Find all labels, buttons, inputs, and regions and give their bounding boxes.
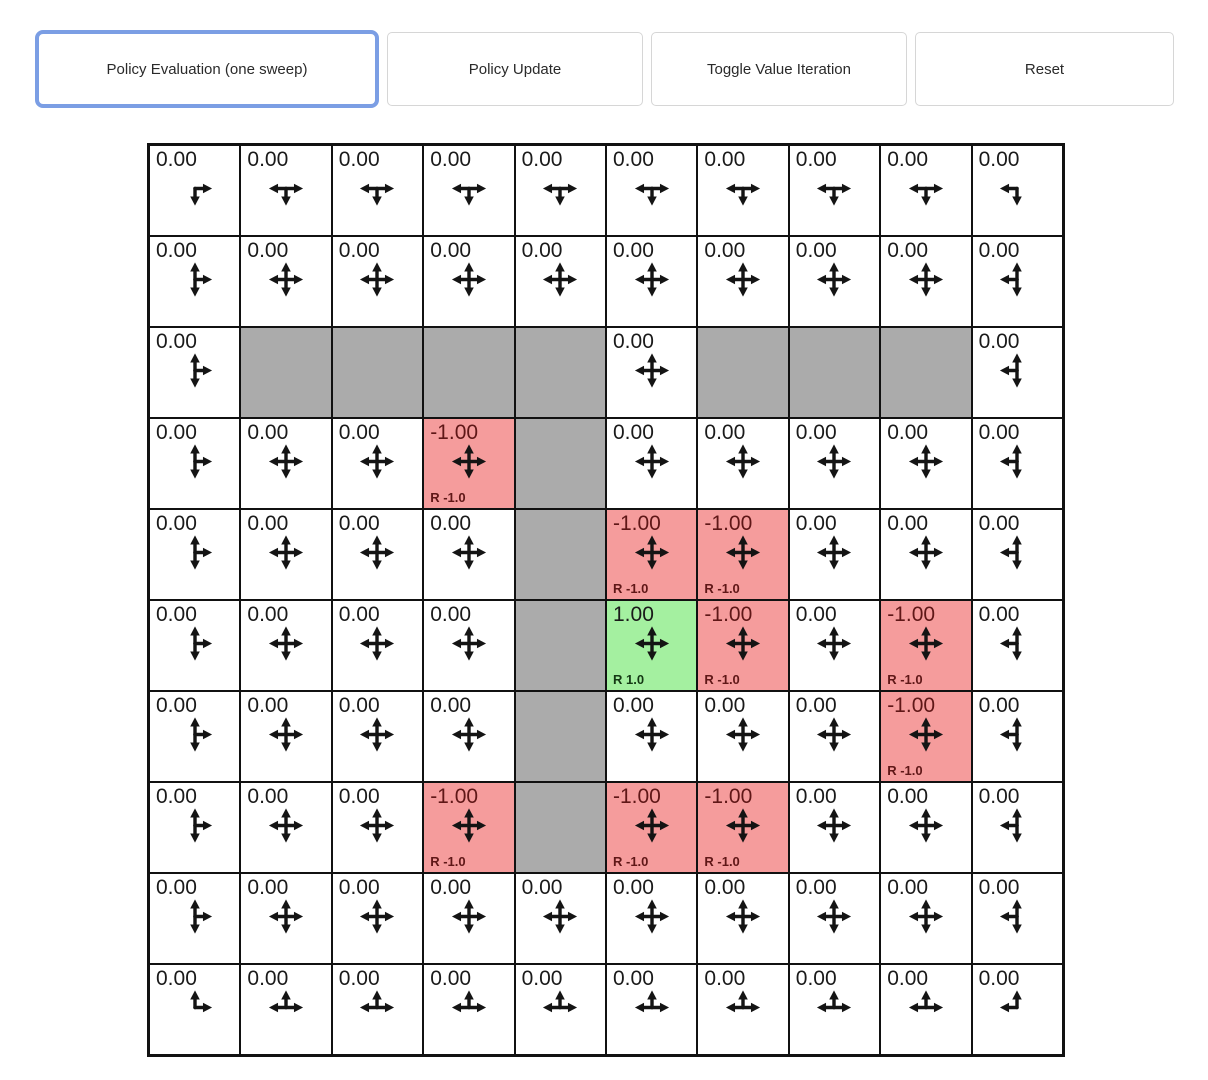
grid-cell-r3c5[interactable]	[606, 418, 697, 509]
state-value: 0.00	[978, 512, 1020, 535]
policy-arrows-icon	[905, 623, 946, 664]
grid-cell-r7c5[interactable]	[606, 782, 697, 873]
state-value: -1.00	[430, 785, 479, 808]
grid-cell-r7c3[interactable]	[423, 782, 514, 873]
policy-arrows-icon	[631, 350, 672, 391]
state-value: -1.00	[430, 421, 479, 444]
policy-arrows-icon	[357, 532, 398, 573]
wall-cell	[423, 327, 514, 418]
state-value: 0.00	[613, 421, 654, 444]
state-value: 0.00	[338, 239, 380, 262]
state-value: 0.00	[795, 421, 837, 444]
policy-arrows-icon	[814, 441, 855, 482]
state-value: -1.00	[704, 785, 753, 808]
state-value: 0.00	[338, 512, 380, 535]
state-value: 0.00	[887, 239, 929, 262]
policy-arrows-icon	[997, 805, 1038, 846]
state-value: 0.00	[247, 148, 289, 171]
grid-cell-r9c8[interactable]	[880, 964, 971, 1055]
reward-label: R -1.0	[704, 672, 740, 687]
grid-cell-r6c9[interactable]	[972, 691, 1063, 782]
grid-cell-r6c2[interactable]	[332, 691, 423, 782]
policy-arrows-icon	[540, 896, 581, 937]
policy-update-button[interactable]: Policy Update	[387, 32, 643, 106]
policy-arrows-icon	[814, 623, 855, 664]
state-value: 0.00	[156, 876, 197, 899]
grid-cell-r6c1[interactable]	[240, 691, 331, 782]
state-value: 0.00	[978, 148, 1020, 171]
wall-cell	[880, 327, 971, 418]
state-value: 0.00	[795, 876, 837, 899]
policy-arrows-icon	[723, 168, 764, 209]
policy-arrows-icon	[905, 441, 946, 482]
gridworld	[147, 143, 1065, 1057]
policy-arrows-icon	[814, 805, 855, 846]
state-value: 0.00	[978, 694, 1020, 717]
state-value: 0.00	[978, 330, 1020, 353]
wall-cell	[332, 327, 423, 418]
reward-label: R -1.0	[887, 763, 923, 778]
wall-cell	[789, 327, 880, 418]
policy-arrows-icon	[266, 168, 307, 209]
grid-cell-r9c3[interactable]	[423, 964, 514, 1055]
policy-arrows-icon	[631, 714, 672, 755]
policy-arrows-icon	[905, 896, 946, 937]
reward-label: R -1.0	[430, 490, 466, 505]
grid-cell-r4c7[interactable]	[789, 509, 880, 600]
wall-cell	[697, 327, 788, 418]
policy-arrows-icon	[723, 805, 764, 846]
grid-cell-r0c9[interactable]	[972, 145, 1063, 236]
grid-cell-r1c7[interactable]	[789, 236, 880, 327]
grid-cell-r2c5[interactable]	[606, 327, 697, 418]
grid-cell-r8c0[interactable]	[149, 873, 240, 964]
grid-cell-r0c0[interactable]	[149, 145, 240, 236]
grid-cell-r4c9[interactable]	[972, 509, 1063, 600]
state-value: 0.00	[613, 967, 654, 990]
grid-cell-r3c0[interactable]	[149, 418, 240, 509]
policy-arrows-icon	[448, 714, 489, 755]
reward-label: R -1.0	[613, 854, 649, 869]
grid-cell-r8c3[interactable]	[423, 873, 514, 964]
state-value: 0.00	[978, 785, 1020, 808]
state-value: 0.00	[156, 603, 197, 626]
grid-cell-r3c8[interactable]	[880, 418, 971, 509]
state-value: 0.00	[430, 239, 472, 262]
state-value: -1.00	[887, 603, 936, 626]
grid-cell-r8c5[interactable]	[606, 873, 697, 964]
policy-arrows-icon	[997, 441, 1038, 482]
policy-arrows-icon	[905, 532, 946, 573]
policy-arrows-icon	[448, 896, 489, 937]
grid-cell-r8c2[interactable]	[332, 873, 423, 964]
grid-cell-r1c6[interactable]	[697, 236, 788, 327]
policy-arrows-icon	[174, 441, 215, 482]
state-value: 0.00	[521, 148, 563, 171]
wall-cell	[515, 418, 606, 509]
policy-arrows-icon	[266, 714, 307, 755]
state-value: 0.00	[795, 148, 837, 171]
grid-cell-r7c7[interactable]	[789, 782, 880, 873]
state-value: 1.00	[613, 603, 654, 626]
policy-arrows-icon	[357, 987, 398, 1028]
grid-cell-r0c1[interactable]	[240, 145, 331, 236]
policy-arrows-icon	[266, 896, 307, 937]
state-value: 0.00	[613, 330, 654, 353]
grid-cell-r3c2[interactable]	[332, 418, 423, 509]
grid-cell-r4c0[interactable]	[149, 509, 240, 600]
policy-arrows-icon	[266, 623, 307, 664]
state-value: 0.00	[156, 148, 197, 171]
policy-arrows-icon	[540, 259, 581, 300]
policy-arrows-icon	[814, 259, 855, 300]
grid-cell-r0c5[interactable]	[606, 145, 697, 236]
grid-cell-r9c2[interactable]	[332, 964, 423, 1055]
grid-cell-r0c4[interactable]	[515, 145, 606, 236]
grid-cell-r8c7[interactable]	[789, 873, 880, 964]
state-value: 0.00	[795, 694, 837, 717]
grid-cell-r7c9[interactable]	[972, 782, 1063, 873]
policy-arrows-icon	[174, 714, 215, 755]
policy-arrows-icon	[266, 259, 307, 300]
state-value: 0.00	[247, 876, 289, 899]
state-value: 0.00	[247, 694, 289, 717]
state-value: 0.00	[156, 512, 197, 535]
grid-cell-r5c0[interactable]	[149, 600, 240, 691]
reward-label: R -1.0	[430, 854, 466, 869]
policy-arrows-icon	[266, 532, 307, 573]
policy-arrows-icon	[631, 623, 672, 664]
grid-cell-r1c8[interactable]	[880, 236, 971, 327]
state-value: 0.00	[704, 694, 746, 717]
state-value: 0.00	[430, 694, 472, 717]
policy-arrows-icon	[448, 441, 489, 482]
policy-arrows-icon	[997, 896, 1038, 937]
policy-arrows-icon	[814, 714, 855, 755]
grid-cell-r9c0[interactable]	[149, 964, 240, 1055]
policy-arrows-icon	[997, 168, 1038, 209]
state-value: 0.00	[704, 421, 746, 444]
state-value: 0.00	[338, 148, 380, 171]
grid-cell-r8c6[interactable]	[697, 873, 788, 964]
state-value: 0.00	[156, 330, 197, 353]
policy-arrows-icon	[723, 532, 764, 573]
grid-cell-r1c9[interactable]	[972, 236, 1063, 327]
state-value: 0.00	[978, 421, 1020, 444]
grid-cell-r8c1[interactable]	[240, 873, 331, 964]
policy-arrows-icon	[174, 805, 215, 846]
state-value: 0.00	[338, 421, 380, 444]
grid-cell-r5c9[interactable]	[972, 600, 1063, 691]
policy-arrows-icon	[631, 805, 672, 846]
policy-arrows-icon	[540, 987, 581, 1028]
wall-cell	[515, 600, 606, 691]
state-value: -1.00	[613, 512, 661, 535]
grid-cell-r0c7[interactable]	[789, 145, 880, 236]
policy-arrows-icon	[357, 714, 398, 755]
state-value: 0.00	[704, 148, 746, 171]
grid-cell-r9c9[interactable]	[972, 964, 1063, 1055]
state-value: 0.00	[430, 512, 472, 535]
policy-arrows-icon	[174, 623, 215, 664]
grid-cell-r5c5[interactable]	[606, 600, 697, 691]
policy-arrows-icon	[997, 532, 1038, 573]
state-value: 0.00	[521, 239, 563, 262]
grid-cell-r9c4[interactable]	[515, 964, 606, 1055]
policy-arrows-icon	[723, 441, 764, 482]
state-value: 0.00	[978, 603, 1020, 626]
state-value: -1.00	[613, 785, 661, 808]
policy-arrows-icon	[814, 532, 855, 573]
state-value: -1.00	[887, 694, 936, 717]
policy-arrows-icon	[540, 168, 581, 209]
grid-cell-r3c6[interactable]	[697, 418, 788, 509]
state-value: 0.00	[247, 785, 289, 808]
grid-cell-r7c8[interactable]	[880, 782, 971, 873]
policy-arrows-icon	[174, 896, 215, 937]
policy-arrows-icon	[357, 441, 398, 482]
state-value: 0.00	[156, 694, 197, 717]
grid-cell-r5c8[interactable]	[880, 600, 971, 691]
grid-cell-r4c5[interactable]	[606, 509, 697, 600]
grid-cell-r1c1[interactable]	[240, 236, 331, 327]
grid-cell-r5c2[interactable]	[332, 600, 423, 691]
policy-arrows-icon	[174, 168, 215, 209]
grid-cell-r4c3[interactable]	[423, 509, 514, 600]
wall-cell	[240, 327, 331, 418]
grid-cell-r6c7[interactable]	[789, 691, 880, 782]
policy-arrows-icon	[357, 168, 398, 209]
grid-cell-r6c0[interactable]	[149, 691, 240, 782]
toolbar	[35, 30, 1174, 108]
policy-arrows-icon	[174, 532, 215, 573]
grid-cell-r8c4[interactable]	[515, 873, 606, 964]
grid-cell-r0c2[interactable]	[332, 145, 423, 236]
state-value: 0.00	[156, 421, 197, 444]
policy-arrows-icon	[448, 532, 489, 573]
grid-cell-r5c6[interactable]	[697, 600, 788, 691]
policy-arrows-icon	[357, 259, 398, 300]
grid-cell-r4c2[interactable]	[332, 509, 423, 600]
grid-cell-r9c5[interactable]	[606, 964, 697, 1055]
grid-cell-r2c0[interactable]	[149, 327, 240, 418]
policy-arrows-icon	[357, 805, 398, 846]
policy-arrows-icon	[448, 623, 489, 664]
state-value: 0.00	[704, 876, 746, 899]
grid-cell-r3c1[interactable]	[240, 418, 331, 509]
state-value: 0.00	[430, 876, 472, 899]
reward-label: R -1.0	[704, 854, 740, 869]
state-value: 0.00	[978, 239, 1020, 262]
state-value: 0.00	[247, 603, 289, 626]
policy-arrows-icon	[997, 259, 1038, 300]
grid-cell-r9c6[interactable]	[697, 964, 788, 1055]
policy-arrows-icon	[266, 987, 307, 1028]
state-value: 0.00	[430, 603, 472, 626]
policy-arrows-icon	[631, 532, 672, 573]
grid-cell-r0c6[interactable]	[697, 145, 788, 236]
wall-cell	[515, 691, 606, 782]
grid-cell-r1c3[interactable]	[423, 236, 514, 327]
policy-arrows-icon	[997, 350, 1038, 391]
state-value: 0.00	[247, 512, 289, 535]
grid-cell-r6c3[interactable]	[423, 691, 514, 782]
state-value: 0.00	[521, 876, 563, 899]
grid-cell-r7c0[interactable]	[149, 782, 240, 873]
policy-arrows-icon	[814, 168, 855, 209]
reward-label: R -1.0	[613, 581, 649, 596]
state-value: 0.00	[613, 694, 654, 717]
state-value: 0.00	[156, 967, 197, 990]
policy-arrows-icon	[997, 987, 1038, 1028]
state-value: 0.00	[704, 967, 746, 990]
policy-arrows-icon	[448, 168, 489, 209]
state-value: 0.00	[978, 967, 1020, 990]
policy-arrows-icon	[997, 623, 1038, 664]
policy-arrows-icon	[174, 259, 215, 300]
policy-arrows-icon	[723, 623, 764, 664]
toggle-value-iteration-button[interactable]: Toggle Value Iteration	[651, 32, 907, 106]
state-value: 0.00	[887, 512, 929, 535]
grid-cell-r7c6[interactable]	[697, 782, 788, 873]
grid-cell-r7c1[interactable]	[240, 782, 331, 873]
policy-arrows-icon	[266, 441, 307, 482]
policy-arrows-icon	[905, 259, 946, 300]
reset-button[interactable]: Reset	[915, 32, 1174, 106]
state-value: 0.00	[795, 785, 837, 808]
policy-arrows-icon	[723, 987, 764, 1028]
grid-cell-r6c8[interactable]	[880, 691, 971, 782]
grid-cell-r0c8[interactable]	[880, 145, 971, 236]
state-value: 0.00	[430, 967, 472, 990]
reward-label: R -1.0	[704, 581, 740, 596]
reward-label: R 1.0	[613, 672, 645, 687]
state-value: 0.00	[338, 785, 380, 808]
state-value: 0.00	[795, 239, 837, 262]
wall-cell	[515, 509, 606, 600]
state-value: 0.00	[247, 421, 289, 444]
policy-arrows-icon	[631, 987, 672, 1028]
policy-arrows-icon	[723, 259, 764, 300]
grid-cell-r8c9[interactable]	[972, 873, 1063, 964]
policy-arrows-icon	[448, 805, 489, 846]
state-value: 0.00	[887, 967, 929, 990]
state-value: -1.00	[704, 512, 753, 535]
grid-cell-r2c9[interactable]	[972, 327, 1063, 418]
grid-cell-r1c5[interactable]	[606, 236, 697, 327]
wall-cell	[515, 782, 606, 873]
policy-arrows-icon	[174, 350, 215, 391]
policy-arrows-icon	[357, 896, 398, 937]
state-value: 0.00	[247, 967, 289, 990]
state-value: 0.00	[613, 876, 654, 899]
grid-cell-r1c4[interactable]	[515, 236, 606, 327]
state-value: 0.00	[795, 512, 837, 535]
state-value: 0.00	[430, 148, 472, 171]
policy-arrows-icon	[174, 987, 215, 1028]
policy-arrows-icon	[723, 714, 764, 755]
state-value: 0.00	[338, 876, 380, 899]
state-value: 0.00	[887, 785, 929, 808]
state-value: 0.00	[338, 694, 380, 717]
state-value: 0.00	[247, 239, 289, 262]
state-value: 0.00	[887, 876, 929, 899]
state-value: 0.00	[156, 239, 197, 262]
grid-cell-r5c3[interactable]	[423, 600, 514, 691]
state-value: 0.00	[978, 876, 1020, 899]
state-value: 0.00	[887, 421, 929, 444]
policy-arrows-icon	[723, 896, 764, 937]
state-value: 0.00	[338, 967, 380, 990]
policy-arrows-icon	[357, 623, 398, 664]
policy-evaluation-button[interactable]: Policy Evaluation (one sweep)	[35, 30, 379, 108]
grid-cell-r3c7[interactable]	[789, 418, 880, 509]
policy-arrows-icon	[905, 805, 946, 846]
state-value: 0.00	[613, 239, 654, 262]
policy-arrows-icon	[631, 896, 672, 937]
policy-arrows-icon	[448, 987, 489, 1028]
state-value: 0.00	[795, 603, 837, 626]
state-value: 0.00	[338, 603, 380, 626]
grid-cell-r8c8[interactable]	[880, 873, 971, 964]
policy-arrows-icon	[631, 259, 672, 300]
state-value: -1.00	[704, 603, 753, 626]
grid-cell-r5c7[interactable]	[789, 600, 880, 691]
grid-cell-r7c2[interactable]	[332, 782, 423, 873]
grid-cell-r4c1[interactable]	[240, 509, 331, 600]
grid-cell-r1c0[interactable]	[149, 236, 240, 327]
grid-cell-r6c6[interactable]	[697, 691, 788, 782]
policy-arrows-icon	[814, 987, 855, 1028]
wall-cell	[515, 327, 606, 418]
state-value: 0.00	[156, 785, 197, 808]
state-value: 0.00	[521, 967, 563, 990]
grid-cell-r5c1[interactable]	[240, 600, 331, 691]
grid-cell-r1c2[interactable]	[332, 236, 423, 327]
grid-cell-r4c6[interactable]	[697, 509, 788, 600]
grid-cell-r0c3[interactable]	[423, 145, 514, 236]
policy-arrows-icon	[448, 259, 489, 300]
state-value: 0.00	[795, 967, 837, 990]
policy-arrows-icon	[997, 714, 1038, 755]
grid-cell-r3c3[interactable]	[423, 418, 514, 509]
policy-arrows-icon	[814, 896, 855, 937]
policy-arrows-icon	[631, 441, 672, 482]
grid-cell-r4c8[interactable]	[880, 509, 971, 600]
policy-arrows-icon	[905, 714, 946, 755]
grid-cell-r9c1[interactable]	[240, 964, 331, 1055]
policy-arrows-icon	[905, 168, 946, 209]
grid-cell-r6c5[interactable]	[606, 691, 697, 782]
state-value: 0.00	[887, 148, 929, 171]
state-value: 0.00	[704, 239, 746, 262]
grid-cell-r9c7[interactable]	[789, 964, 880, 1055]
state-value: 0.00	[613, 148, 654, 171]
policy-arrows-icon	[266, 805, 307, 846]
policy-arrows-icon	[905, 987, 946, 1028]
grid-cell-r3c9[interactable]	[972, 418, 1063, 509]
policy-arrows-icon	[631, 168, 672, 209]
reward-label: R -1.0	[887, 672, 923, 687]
